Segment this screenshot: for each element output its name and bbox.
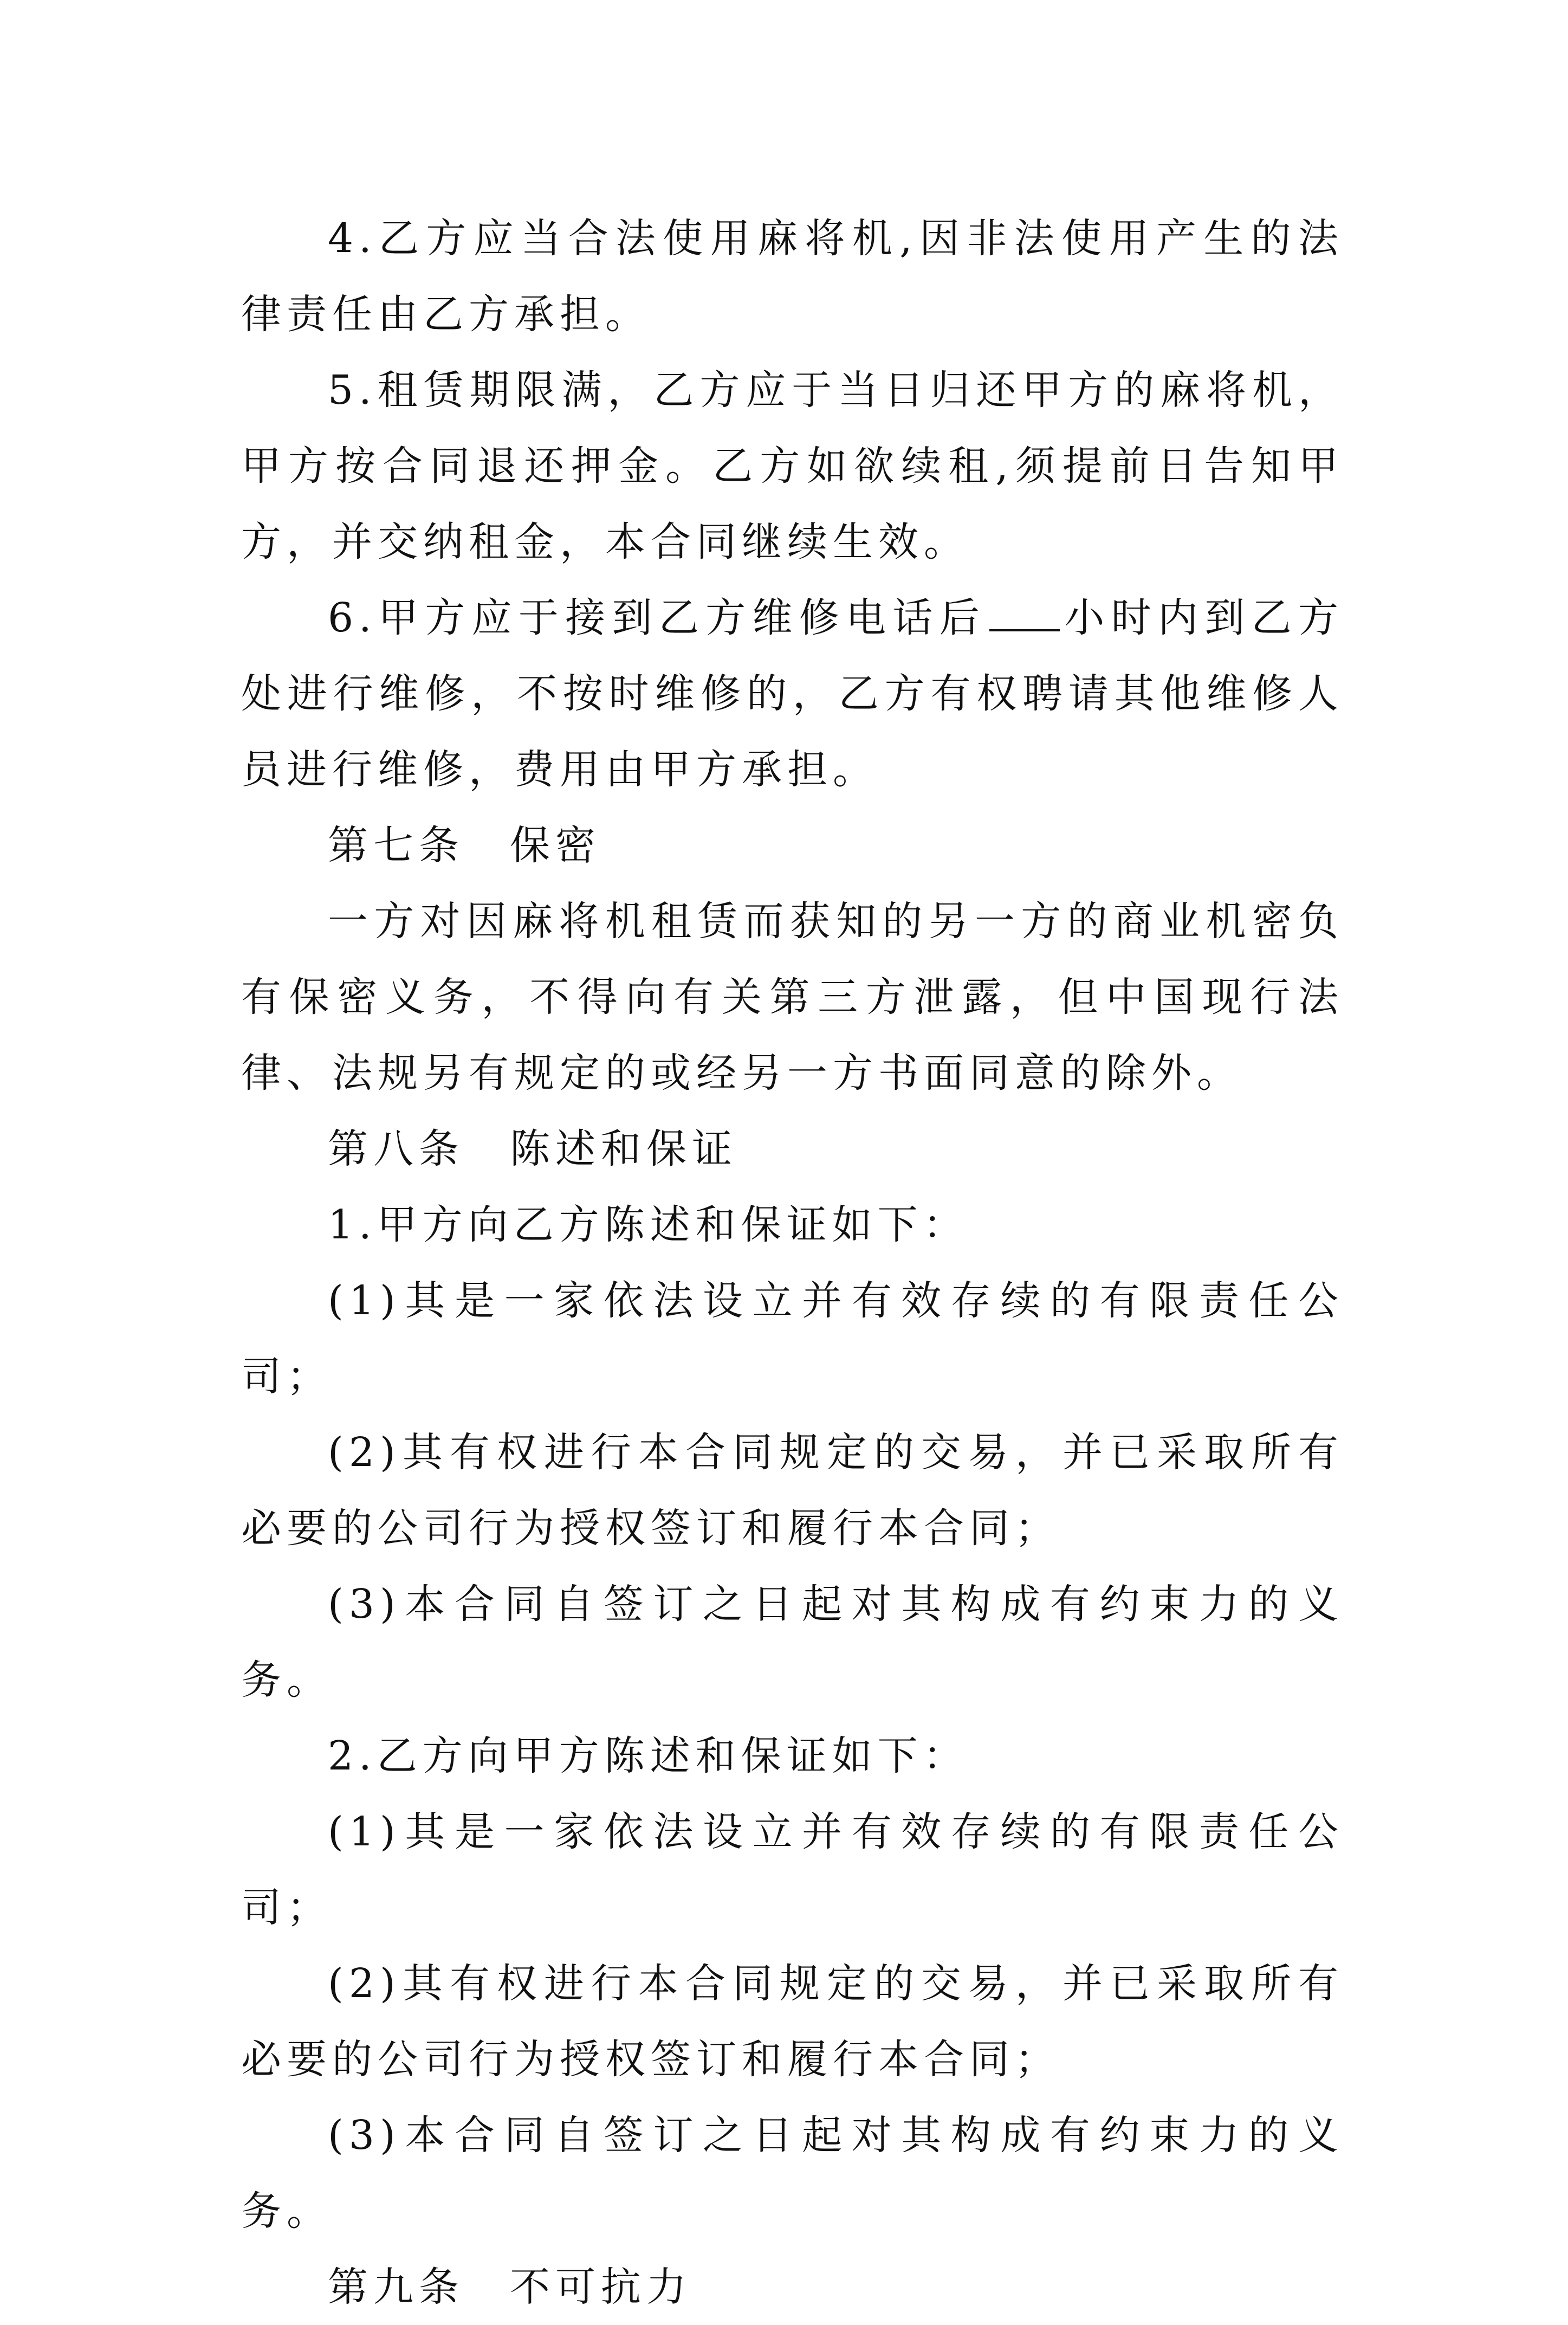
- party-b-item-2: (2)其有权进行本合同规定的交易，并已采取所有必要的公司行为授权签订和履行本合同；: [241, 1960, 1344, 2083]
- blank-hours-field: [989, 597, 1060, 631]
- document-body: [241, 201, 1344, 2325]
- party-a-item-2: (2)其有权进行本合同规定的交易，并已采取所有必要的公司行为授权签订和履行本合同；: [241, 1429, 1344, 1552]
- maintenance-text-before: 6.甲方应于接到乙方维修电话后: [328, 595, 987, 641]
- party-b-item-3: (3)本合同自签订之日起对其构成有约束力的义务。: [241, 2112, 1344, 2234]
- paragraph-lease-expiry: 5.租赁期限满，乙方应于当日归还甲方的麻将机，甲方按合同退还押金。乙方如欲续租,须提前日告知甲方，并交纳租金，本合同继续生效。: [241, 367, 1344, 565]
- party-a-item-3: (3)本合同自签订之日起对其构成有约束力的义务。: [241, 1581, 1344, 1703]
- paragraph-maintenance: [241, 580, 1344, 808]
- party-b-item-1: (1)其是一家依法设立并有效存续的有限责任公司；: [241, 1809, 1344, 1931]
- party-a-intro: 1.甲方向乙方陈述和保证如下：: [328, 1202, 969, 1248]
- paragraph-lawful-use: 4.乙方应当合法使用麻将机,因非法使用产生的法律责任由乙方承担。: [241, 215, 1344, 338]
- party-b-intro: 2.乙方向甲方陈述和保证如下：: [328, 1733, 969, 1779]
- article-8-heading: 第八条 陈述和保证: [328, 1126, 737, 1172]
- article-7-body: 一方对因麻将机租赁而获知的另一方的商业机密负有保密义务，不得向有关第三方泄露，但中国现行法律、法规另有规定的或经另一方书面同意的除外。: [241, 898, 1344, 1096]
- maintenance-text-after: 小时内到乙方处进行维修，不按时维修的，乙方有权聘请其他维修人员进行维修，费用由甲方承担。: [241, 595, 1344, 793]
- article-7-heading: 第七条 保密: [328, 822, 601, 869]
- party-a-item-1: (1)其是一家依法设立并有效存续的有限责任公司；: [241, 1277, 1344, 1400]
- article-9-heading: 第九条 不可抗力: [328, 2264, 692, 2310]
